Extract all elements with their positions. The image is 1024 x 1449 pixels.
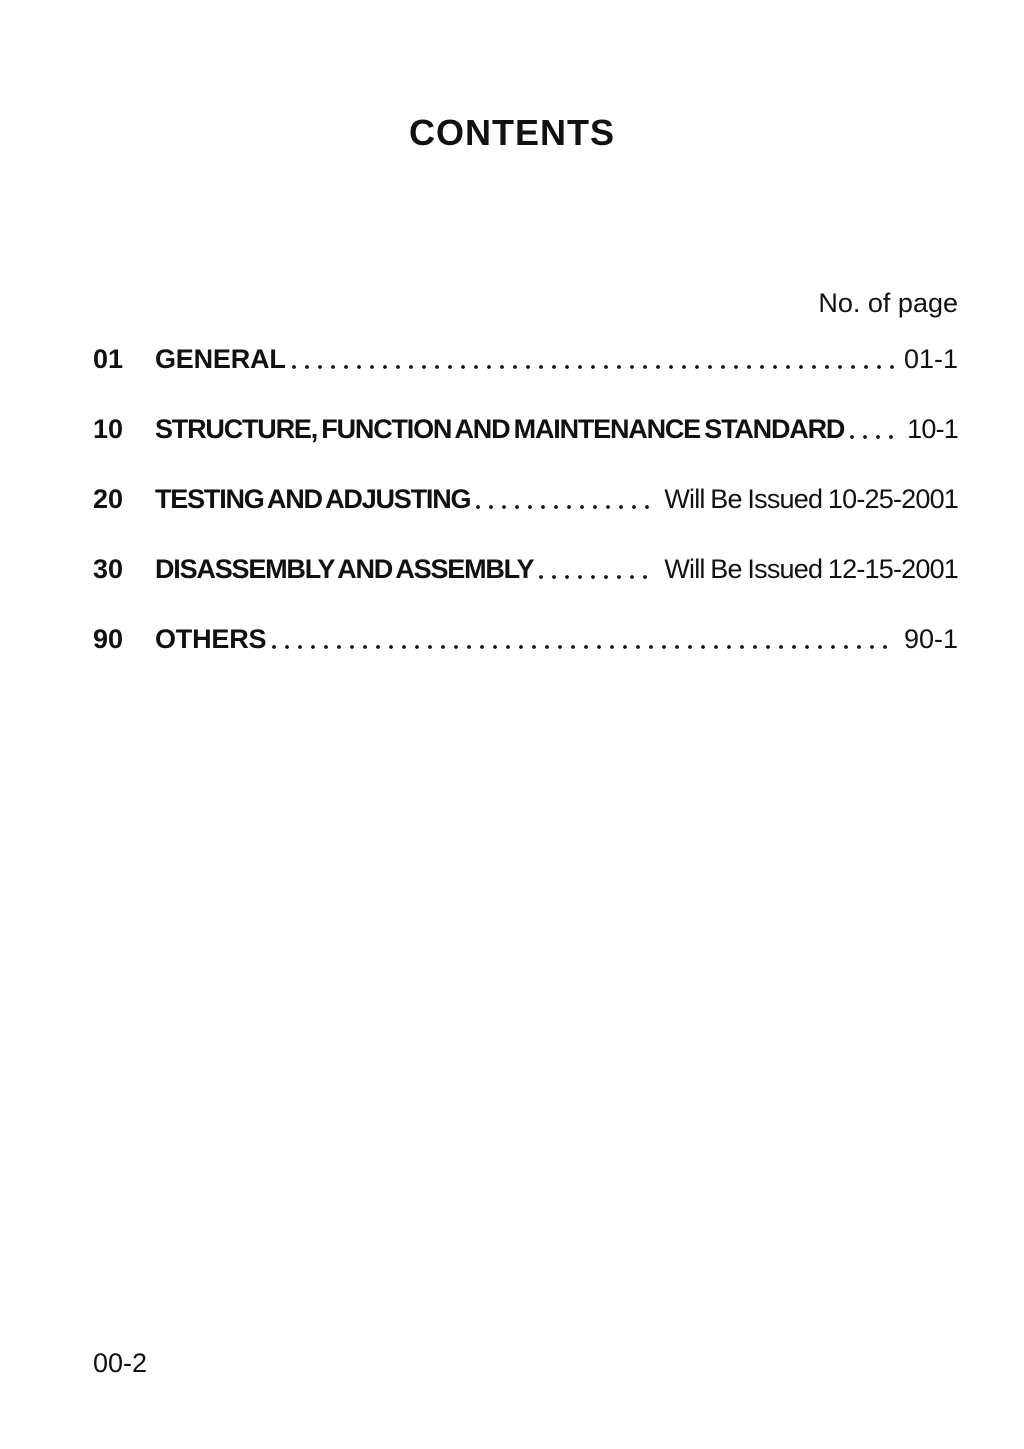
page-reference: 10-1 [907,414,958,444]
section-title: TESTING AND ADJUSTING [155,484,471,514]
section-title: GENERAL [155,344,286,374]
page-title: CONTENTS [409,112,615,153]
dot-leader [474,484,658,514]
section-title: OTHERS [155,624,267,654]
section-number: 90 [93,624,124,654]
section-number: 01 [93,344,124,374]
page-column-header: No. of page [818,288,958,318]
section-number: 20 [93,484,124,514]
section-number: 10 [93,414,124,444]
toc-row-others [93,624,958,654]
toc-row-structure-function [93,414,958,444]
page-reference: Will Be Issued 10-25-2001 [664,484,958,514]
section-title: DISASSEMBLY AND ASSEMBLY [155,554,534,584]
dot-leader [537,554,658,584]
footer-page-number: 00-2 [93,1348,148,1378]
dot-leader [848,414,901,444]
toc-row-testing-adjusting [93,484,958,514]
page-reference: Will Be Issued 12-15-2001 [664,554,958,584]
dot-leader [290,344,898,374]
page-reference: 01-1 [903,344,958,374]
table-of-contents [93,344,958,694]
toc-row-general [93,344,958,374]
section-number: 30 [93,554,124,584]
page-reference: 90-1 [903,624,958,654]
toc-row-disassembly-assembly [93,554,958,584]
section-title: STRUCTURE, FUNCTION AND MAINTENANCE STANDARD [155,414,845,444]
dot-leader [270,624,898,654]
